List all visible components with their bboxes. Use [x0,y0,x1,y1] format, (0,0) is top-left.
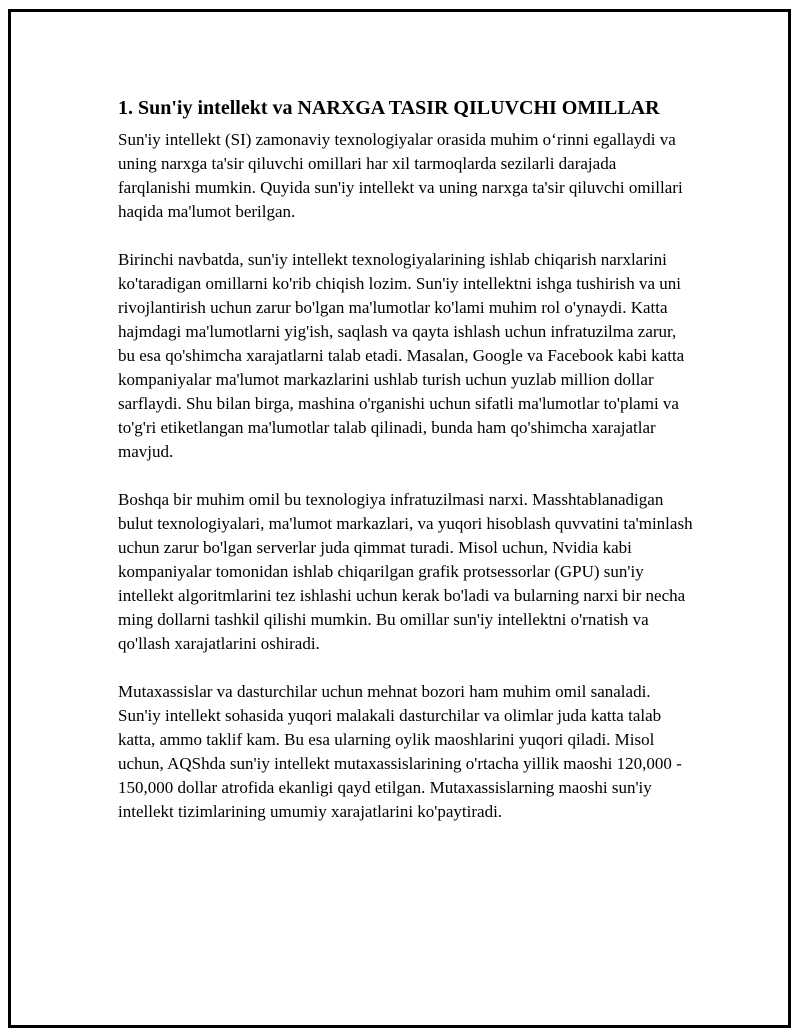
document-title: 1. Sun'iy intellekt va NARXGA TASIR QILUVCHI OMILLAR [118,97,660,119]
paragraph-production-costs: Birinchi navbatda, sun'iy intellekt texnologiyalarining ishlab chiqarish narxlarini ko'taradigan omillarni ko'rib chiqish lozim. Sun'iy intellektni ishga tushirish va uni rivojlantirish uchun zarur bo'lgan ma'lumotlar ko'lami muhim rol o'ynaydi. Katta hajmdagi ma'lumotlarni yig'ish, saqlash va qayta ishlash uchun infratuzilma zarur, bu esa qo'shimcha xarajatlarni talab etadi. Masalan, Google va Facebook kabi katta kompaniyalar ma'lumot markazlarini ushlab turish uchun yuzlab million dollar sarflaydi. Shu bilan birga, mashina o'rganishi uchun sifatli ma'lumotlar to'plami va to'g'ri etiketlangan ma'lumotlar talab qilinadi, bunda ham qo'shimcha xarajatlar mavjud. [118,250,685,461]
paragraph-labor-market: Mutaxassislar va dasturchilar uchun mehnat bozori ham muhim omil sanaladi. Sun'iy intellekt sohasida yuqori malakali dasturchilar va olimlar juda katta talab katta, ammo taklif kam. Bu esa ularning oylik maoshlarini yuqori qiladi. Misol uchun, AQShda sun'iy intellekt mutaxassislarining o'rtacha yillik maoshi 120,000 - 150,000 dollar atrofida ekanligi qayd etilgan. Mutaxassislarning maoshi sun'iy intellekt tizimlarining umumiy xarajatlarini ko'paytiradi. [118,682,682,821]
paragraph-infrastructure: Boshqa bir muhim omil bu texnologiya infratuzilmasi narxi. Masshtablanadigan bulut texnologiyalari, ma'lumot markazlari, va yuqori hisoblash quvvatini ta'minlash uchun zarur bo'lgan serverlar juda qimmat turadi. Misol uchun, Nvidia kabi kompaniyalar tomonidan ishlab chiqarilgan grafik protsessorlar (GPU) sun'iy intellekt algoritmlarini tez ishlashi uchun kerak bo'ladi va bularning narxi bir necha ming dollarni tashkil qilishi mumkin. Bu omillar sun'iy intellektni o'rnatish va qo'llash xarajatlarini oshiradi. [118,490,693,653]
paragraph-intro: Sun'iy intellekt (SI) zamonaviy texnologiyalar orasida muhim o‘rinni egallaydi va uning narxga ta'sir qiluvchi omillari har xil tarmoqlarda sezilarli darajada farqlanishi mumkin. Quyida sun'iy intellekt va uning narxga ta'sir qiluvchi omillari haqida ma'lumot berilgan. [118,130,683,221]
document-body [118,94,693,848]
